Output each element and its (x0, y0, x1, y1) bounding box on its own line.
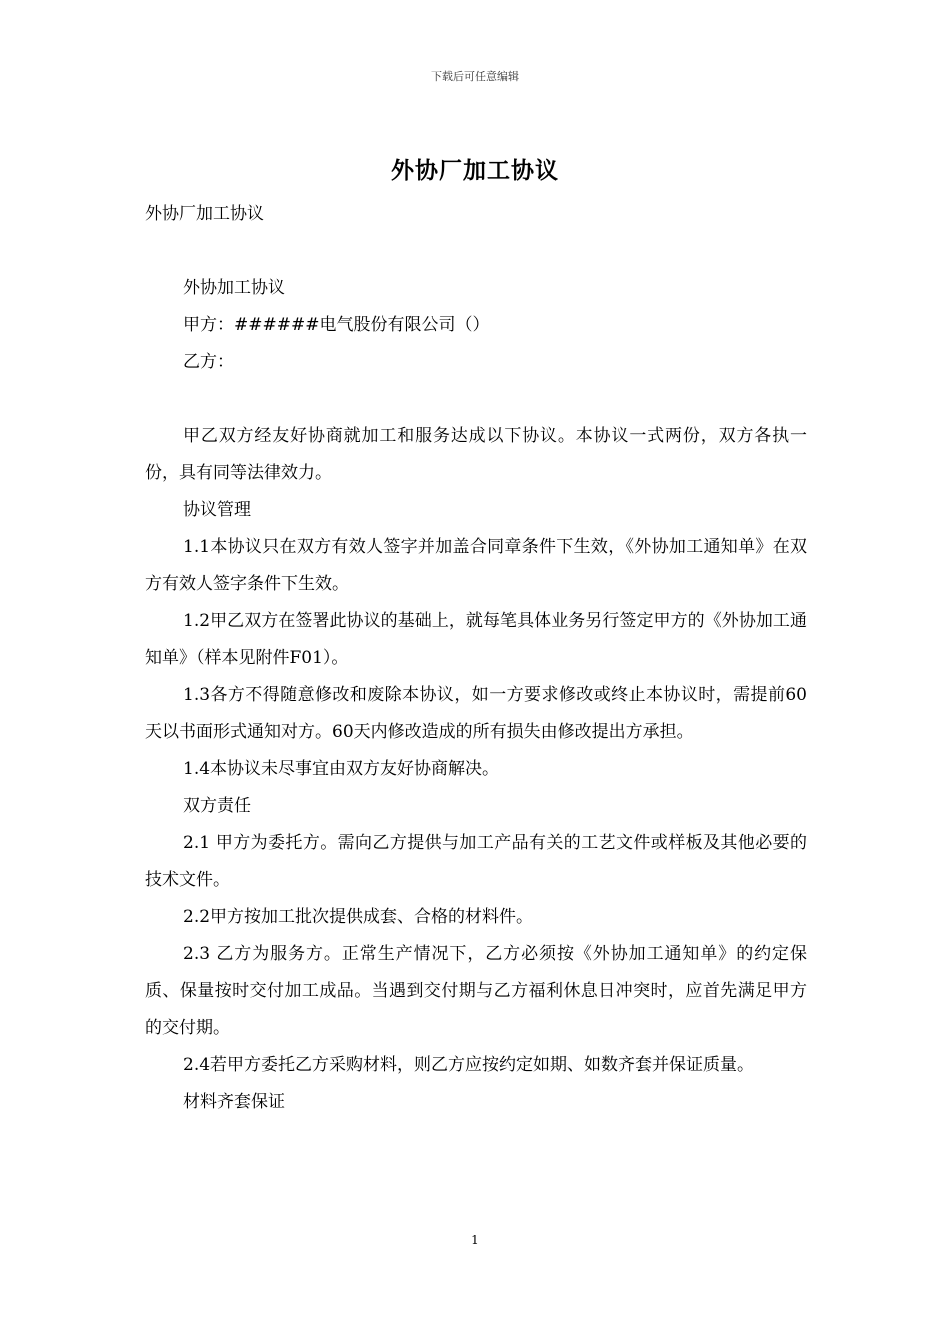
party-b-line: 乙方： (183, 352, 234, 372)
agreement-heading: 外协加工协议 (183, 278, 285, 298)
intro-paragraph: 甲乙双方经友好协商就加工和服务达成以下协议。本协议一式两份，双方各执一份，具有同等法律效力。 (145, 426, 807, 483)
subtitle-line: 外协厂加工协议 (145, 204, 264, 224)
document-title: 外协厂加工协议 (391, 157, 559, 184)
clause-2-1: 2.1 甲方为委托方。需向乙方提供与加工产品有关的工艺文件或样板及其他必要的技术文件。 (145, 833, 807, 890)
section-heading-responsibilities: 双方责任 (183, 796, 251, 816)
clause-1-4: 1.4本协议未尽事宜由双方友好协商解决。 (183, 759, 500, 779)
clause-2-4: 2.4若甲方委托乙方采购材料，则乙方应按约定如期、如数齐套并保证质量。 (183, 1055, 755, 1075)
clause-1-1: 1.1本协议只在双方有效人签字并加盖合同章条件下生效，《外协加工通知单》在双方有效人签字条件下生效。 (145, 537, 807, 594)
header-note: 下载后可任意编辑 (431, 70, 519, 83)
document-body (145, 196, 807, 1121)
page-number: 1 (471, 1233, 479, 1247)
clause-2-3: 2.3 乙方为服务方。正常生产情况下，乙方必须按《外协加工通知单》的约定保质、保量按时交付加工成品。当遇到交付期与乙方福利休息日冲突时，应首先满足甲方的交付期。 (145, 944, 807, 1038)
section-heading-materials: 材料齐套保证 (183, 1092, 285, 1112)
party-a-line: 甲方：######电气股份有限公司（） (183, 315, 490, 335)
section-heading-management: 协议管理 (183, 500, 251, 520)
clause-1-3: 1.3各方不得随意修改和废除本协议，如一方要求修改或终止本协议时，需提前60天以书面形式通知对方。60天内修改造成的所有损失由修改提出方承担。 (145, 685, 807, 742)
clause-1-2: 1.2甲乙双方在签署此协议的基础上，就每笔具体业务另行签定甲方的《外协加工通知单》（样本见附件F01）。 (145, 611, 807, 668)
clause-2-2: 2.2甲方按加工批次提供成套、合格的材料件。 (183, 907, 534, 927)
